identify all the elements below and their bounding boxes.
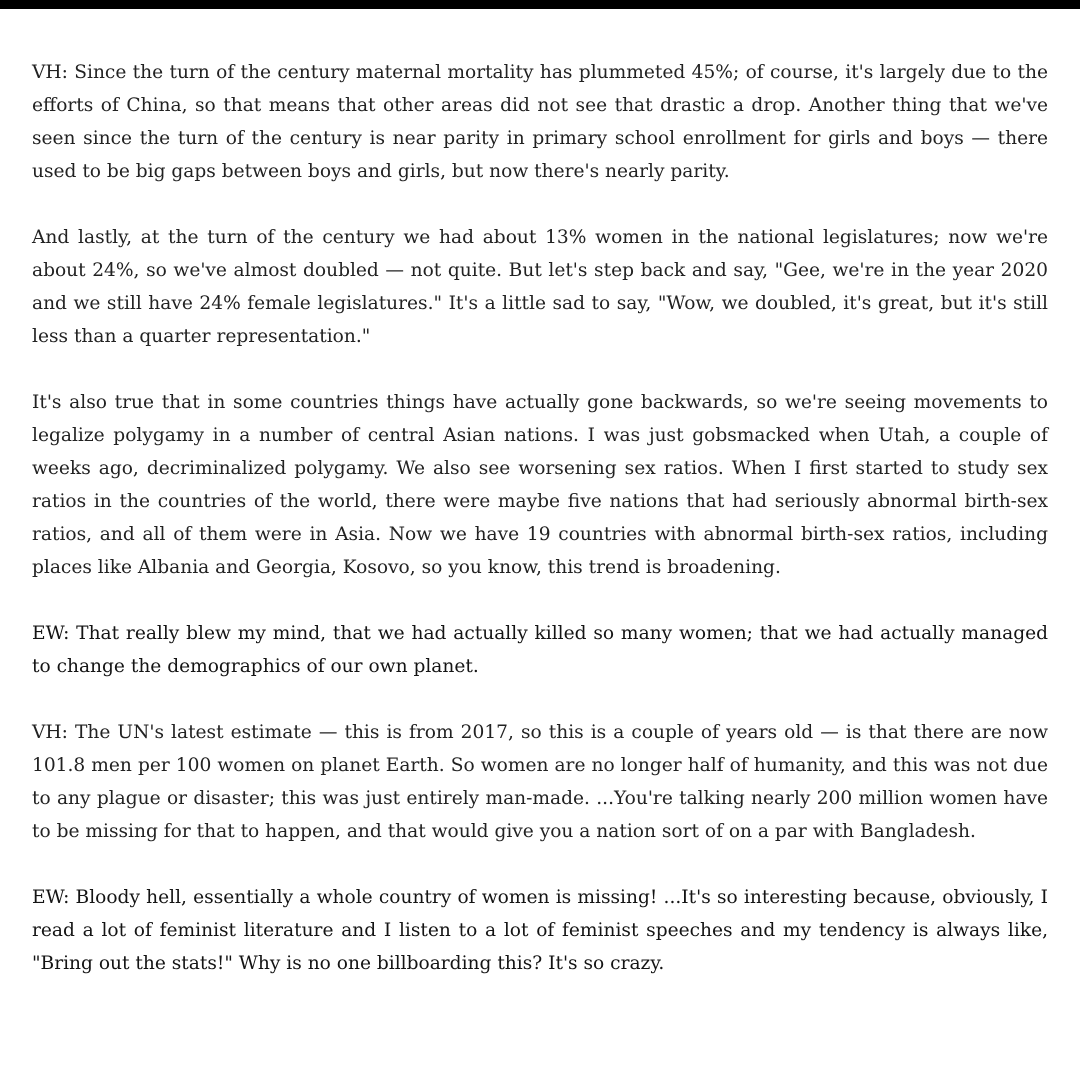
interview-text <box>32 56 1048 1013</box>
paragraph-ew-demographics: EW: That really blew my mind, that we had actually killed so many women; that we had actually managed to change the demographics of our own planet. <box>32 623 1048 677</box>
paragraph-vh-legislatures: And lastly, at the turn of the century we had about 13% women in the national legislatures; now we're about 24%, so we've almost doubled — not quite. But let's step back and say, "Gee, we're in the year 2020 and we still have 24% female legislatures." It's a little sad to say, "Wow, we doubled, it's great, but it's still less than a quarter representation." <box>32 227 1048 347</box>
paragraph-ew-missing-women: EW: Bloody hell, essentially a whole country of women is missing! ...It's so interesting because, obviously, I read a lot of feminist literature and I listen to a lot of feminist speeches and my tendency is always like, "Bring out the stats!" Why is no one billboarding this? It's so crazy. <box>32 887 1048 974</box>
top-border-bar <box>0 0 1080 9</box>
paragraph-vh-un-estimate: VH: The UN's latest estimate — this is from 2017, so this is a couple of years old — is that there are now 101.8 men per 100 women on planet Earth. So women are no longer half of humanity, and this was not due to any plague or disaster; this was just entirely man-made. ...You're talking nearly 200 million women have to be missing for that to happen, and that would give you a nation sort of on a par with Bangladesh. <box>32 722 1048 842</box>
paragraph-vh-polygamy-sex-ratios: It's also true that in some countries things have actually gone backwards, so we're seeing movements to legalize polygamy in a number of central Asian nations. I was just gobsmacked when Utah, a couple of weeks ago, decriminalized polygamy. We also see worsening sex ratios. When I first started to study sex ratios in the countries of the world, there were maybe five nations that had seriously abnormal birth-sex ratios, and all of them were in Asia. Now we have 19 countries with abnormal birth-sex ratios, including places like Albania and Georgia, Kosovo, so you know, this trend is broadening. <box>32 392 1048 578</box>
paragraph-vh-maternal-mortality: VH: Since the turn of the century maternal mortality has plummeted 45%; of course, it's largely due to the efforts of China, so that means that other areas did not see that drastic a drop. Another thing that we've seen since the turn of the century is near parity in primary school enrollment for girls and boys — there used to be big gaps between boys and girls, but now there's nearly parity. <box>32 62 1048 182</box>
